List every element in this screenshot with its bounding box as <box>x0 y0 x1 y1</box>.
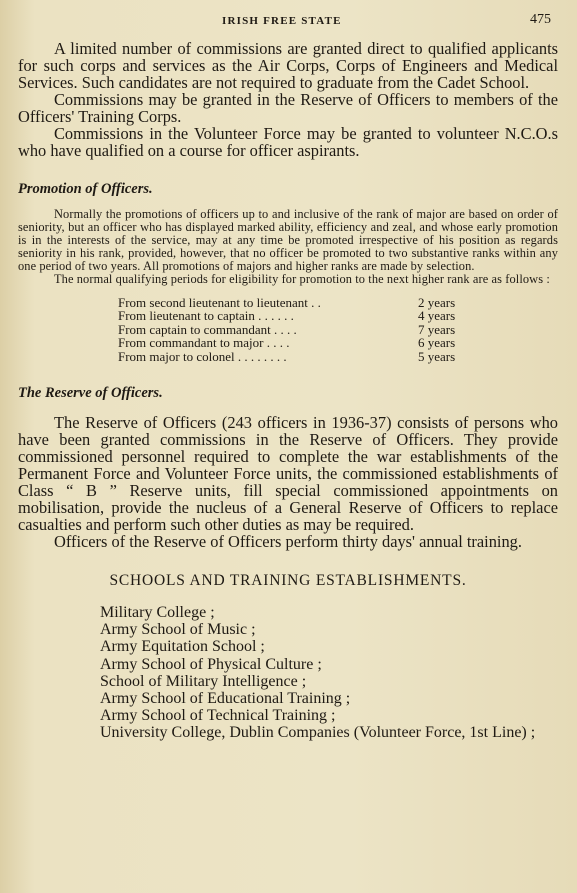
period-label: From major to colonel . . . . . . . . <box>118 348 287 364</box>
period-value: 6 years <box>418 335 456 351</box>
period-value: 4 years <box>418 308 456 324</box>
period-label: From lieutenant to captain . . . . . . <box>118 308 294 324</box>
period-value: 2 years <box>418 295 456 310</box>
list-item: School of Military Intelligence ; <box>100 672 307 690</box>
paragraph-reserve-description: The Reserve of Officers (243 officers in 1936-37) consists of persons who have been granted commissions in the Reserve of Officers. They provide commissioned personnel required to complete the war establishments of the Permanent Force and Volunteer Force units, the commissioned establishments of Class “ B ” Reserve units, fill special commissioned appointments on mobilisation, provide the nucleus of a General Reserve of Officers to replace casualties and perform such other duties as may be required. <box>18 413 558 535</box>
list-item: Army Equitation School ; <box>100 638 265 656</box>
section-heading-promotion: Promotion of Officers. <box>18 181 153 197</box>
period-row <box>118 296 558 309</box>
section-heading-schools: SCHOOLS AND TRAINING ESTABLISHMENTS. <box>109 572 467 590</box>
running-head: IRISH FREE STATE <box>222 15 342 27</box>
period-value: 7 years <box>418 321 456 337</box>
schools-list <box>100 604 558 742</box>
list-item: Army School of Technical Training ; <box>100 707 336 725</box>
paragraph-annual-training: Officers of the Reserve of Officers perform thirty days' annual training. <box>54 532 522 552</box>
paragraph-promotion-rules: Normally the promotions of officers up to and inclusive of the rank of major are based on order of seniority, but an officer who has displayed marked ability, efficiency and zeal, and whose early promotion is in the interests of the service, may at any time be promoted irrespective of his position as regards seniority in his rank, provided, however, that no officer be promoted to two substantive ranks within any one period of two years. All promotions of majors and higher ranks are made by selection. <box>18 207 558 273</box>
qualifying-periods-table <box>118 296 558 363</box>
paragraph-qualifying-periods: The normal qualifying periods for eligibility for promotion to the next higher rank are as follows : <box>54 272 550 286</box>
list-item: Military College ; <box>100 604 215 622</box>
page-body <box>18 40 558 742</box>
section-heading-reserve: The Reserve of Officers. <box>18 385 163 402</box>
paragraph-direct-commissions: A limited number of commissions are granted direct to qualified applicants for such corps and services as the Air Corps, Corps of Engineers and Medical Services. Such candidates are not required to graduate from the Cadet School. <box>18 39 558 92</box>
period-value: 5 years <box>418 348 456 364</box>
paragraph-volunteer-commissions: Commissions in the Volunteer Force may be granted to volunteer N.C.O.s who have qualified on a course for officer aspirants. <box>18 124 558 160</box>
page-header <box>0 12 577 32</box>
list-item: Army School of Music ; <box>100 621 256 639</box>
page-number: 475 <box>530 12 551 27</box>
list-item: University College, Dublin Companies (Volunteer Force, 1st Line) ; <box>100 724 536 742</box>
period-label: From commandant to major . . . . <box>118 335 290 351</box>
list-item: Army School of Educational Training ; <box>100 690 351 708</box>
period-row <box>118 323 558 336</box>
period-row <box>118 309 558 322</box>
period-row <box>118 350 558 363</box>
period-label: From captain to commandant . . . . <box>118 321 297 337</box>
period-label: From second lieutenant to lieutenant . . <box>118 295 321 310</box>
period-row <box>118 336 558 349</box>
list-item: Army School of Physical Culture ; <box>100 655 322 673</box>
paragraph-reserve-commissions: Commissions may be granted in the Reserve of Officers to members of the Officers' Training Corps. <box>18 90 558 126</box>
